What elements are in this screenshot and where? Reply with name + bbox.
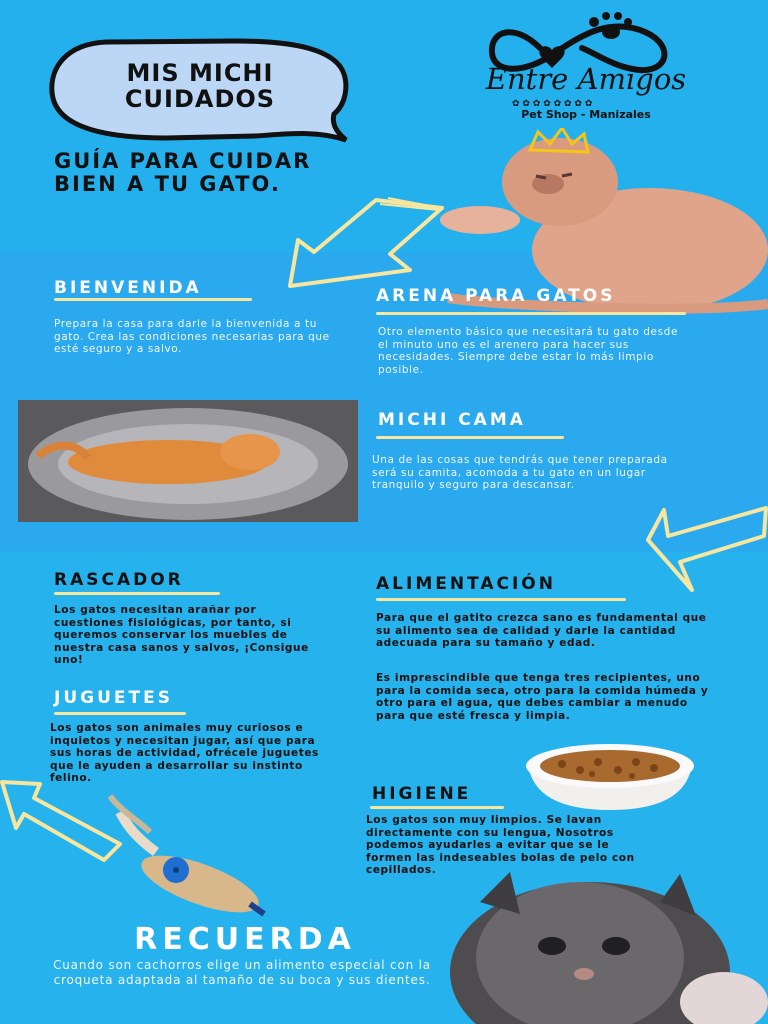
- cama-text: Una de las cosas que tendrás que tener preparada será su camita, acomoda a tu gato en un lugar tranquilo y seguro para descansar.: [372, 454, 668, 491]
- rascador-text: Los gatos necesitan arañar por cuestiones fisiológicas, por tanto, si queremos conservar los muebles de nuestra casa sanos y salvos, ¡Consigue uno!: [54, 604, 309, 666]
- juguetes-text: Los gatos son animales muy curiosos e inquietos y necesitan jugar, así que para sus horas de actividad, ofrécele juguetes que le ayuden a desarrollar su instinto felino.: [50, 722, 319, 784]
- arena-underline: [376, 312, 686, 315]
- higiene-underline: [370, 806, 504, 809]
- bienvenida-title: BIENVENIDA: [54, 278, 202, 298]
- arena-title: ARENA PARA GATOS: [376, 286, 616, 306]
- cama-underline: [376, 436, 564, 439]
- alimentacion-underline: [376, 598, 626, 601]
- page-subtitle: GUÍA PARA CUIDAR BIEN A TU GATO.: [54, 149, 312, 196]
- kitten-photo: [440, 862, 768, 1024]
- higiene-text: Los gatos son muy limpios. Se lavan directamente con su lengua, Nosotros podemos ayudarles a evitar que se le formen las indeseables bolas de pelo con cepillados.: [366, 814, 635, 876]
- recuerda-text: Cuando son cachorros elige un alimento especial con la croqueta adaptada al tamaño de su boca y sus dientes.: [53, 958, 431, 987]
- page-title: MIS MICHI CUIDADOS: [124, 59, 276, 113]
- alimentacion-title: ALIMENTACIÓN: [376, 574, 556, 594]
- arena-text: Otro elemento básico que necesitará tu gato desde el minuto uno es el arenero para hacer sus necesidades. Siempre debe estar lo más limpio posible.: [378, 326, 679, 376]
- juguetes-title: JUGUETES: [54, 688, 173, 708]
- bienvenida-underline: [54, 298, 252, 301]
- bienvenida-text: Prepara la casa para darle la bienvenida a tu gato. Crea las condiciones necesarias para que esté seguro y a salvo.: [54, 318, 330, 355]
- juguetes-underline: [54, 712, 186, 715]
- alimentacion-text-2: Es imprescindible que tenga tres recipientes, uno para la comida seca, otro para la comida húmeda y otro para el agua, que debes cambiar a menudo para que esté fresca y limpia.: [376, 672, 709, 722]
- brand-tagline: Pet Shop - Manizales: [521, 108, 651, 121]
- rascador-underline: [54, 592, 220, 595]
- rascador-title: RASCADOR: [54, 570, 184, 590]
- cat-bed-photo: [18, 400, 358, 522]
- cat-toy-photo: [90, 792, 274, 922]
- brand-name: Entre Amigos: [485, 62, 687, 96]
- alimentacion-text-1: Para que el gatito crezca sano es fundamental que su alimento sea de calidad y darle la cantidad adecuada para su tamaño y edad.: [376, 612, 707, 649]
- arrow-icon: [280, 188, 450, 292]
- food-bowl-photo: [522, 740, 698, 812]
- cama-title: MICHI CAMA: [378, 410, 526, 430]
- arrow-icon-right: [640, 500, 768, 596]
- higiene-title: HIGIENE: [372, 784, 472, 804]
- recuerda-title: RECUERDA: [134, 922, 356, 957]
- svg-text:✿ ✿ ✿ ✿ ✿ ✿ ✿ ✿: ✿ ✿ ✿ ✿ ✿ ✿ ✿ ✿: [512, 99, 593, 109]
